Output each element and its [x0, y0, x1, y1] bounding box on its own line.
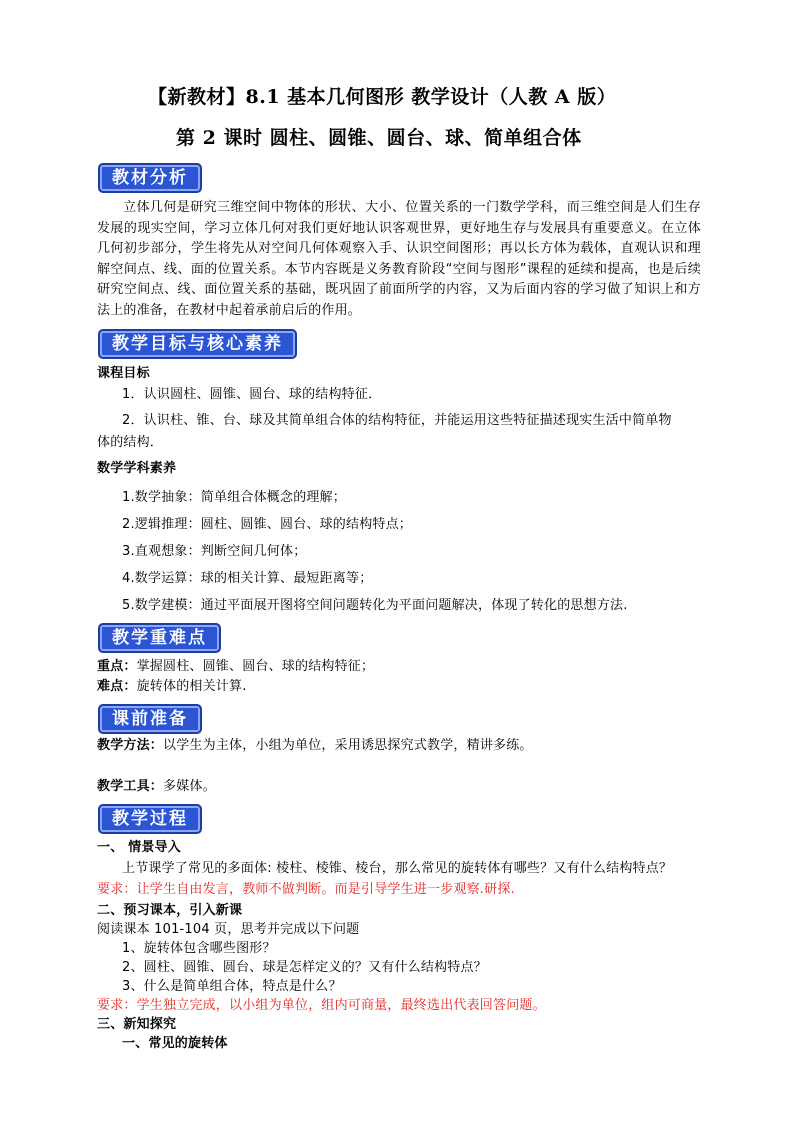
process-question-3: 3、什么是简单组合体，特点是什么？: [122, 979, 342, 994]
section-header-keypoints: 教学重难点: [98, 623, 221, 653]
literacy-item-4: 4.数学运算：球的相关计算、最短距离等；: [122, 571, 373, 586]
teaching-tools-line: [97, 776, 216, 797]
analysis-paragraph: 立体几何是研究三维空间中物体的形状、大小、位置关系的一门数学学科，而三维空间是人们生存发展的现实空间，学习立体几何对我们更好地认识客观世界，更好地生存与发展具有重要意义。在立体几何初步部分，学生将先从对空间几何体观察入手、认识空间图形；再以长方体为载体，直观认识和理解空间点、线、面的位置关系。本节内容既是义务教育阶段“空间与图形”课程的延续和提高，也是后续研究空间点、线、面位置关系的基础，既巩固了前面所学的内容，又为后面内容的学习做了知识上和方法上的准备，在教材中起着承前启后的作用。: [97, 200, 701, 318]
process-question-1: 1、旋转体包含哪些图形？: [122, 941, 276, 956]
lesson-title: 第 2 课时 圆柱、圆锥、圆台、球、简单组合体: [176, 127, 582, 149]
literacy-heading: 数学学科素养: [97, 461, 177, 476]
section-header-prep: 课前准备: [98, 704, 202, 734]
course-goal-2-line2: 体的结构．: [97, 435, 164, 450]
focus-text: 掌握圆柱、圆锥、圆台、球的结构特征；: [136, 659, 375, 674]
literacy-item-2: 2.逻辑推理：圆柱、圆锥、圆台、球的结构特点；: [122, 517, 413, 532]
document-title: 【新教材】8.1 基本几何图形 教学设计（人教 A 版）: [148, 86, 617, 108]
difficulty-label: 难点：: [97, 679, 137, 694]
teaching-method-line: [97, 735, 533, 756]
teaching-tools-label: 教学工具：: [97, 779, 164, 794]
literacy-item-1: 1.数学抽象：简单组合体概念的理解；: [122, 490, 347, 505]
process-step-2-intro: 阅读课本 101-104 页，思考并完成以下问题: [97, 922, 360, 937]
process-step-3-subheading: 一、常见的旋转体: [122, 1036, 228, 1051]
difficulty-text: 旋转体的相关计算.: [136, 679, 247, 694]
focus-label: 重点：: [97, 659, 137, 674]
course-goals-heading: 课程目标: [97, 366, 150, 381]
literacy-item-3: 3.直观想象：判断空间几何体；: [122, 544, 307, 559]
teaching-method-label: 教学方法：: [97, 738, 164, 753]
process-step-1-heading: 一、 情景导入: [97, 840, 181, 855]
focus-line: [97, 656, 374, 677]
difficulty-line: [97, 676, 247, 697]
process-step-3-heading: 三、新知探究: [97, 1017, 177, 1032]
process-step-2-heading: 二、预习课本，引入新课: [97, 903, 243, 918]
literacy-item-5: 5.数学建模：通过平面展开图将空间问题转化为平面问题解决，体现了转化的思想方法.: [122, 598, 628, 613]
section-header-process: 教学过程: [98, 804, 202, 834]
process-step-2-requirement: 要求：学生独立完成，以小组为单位，组内可商量，最终选出代表回答问题。: [97, 998, 546, 1013]
section-header-analysis: 教材分析: [98, 163, 202, 193]
course-goal-2-line1: 2．认识柱、锥、台、球及其简单组合体的结构特征，并能运用这些特征描述现实生活中简单物: [122, 413, 672, 428]
course-goal-1: 1．认识圆柱、圆锥、圆台、球的结构特征．: [122, 387, 382, 402]
process-step-1-text: 上节课学了常见的多面体: 棱柱、棱锥、棱台，那么常见的旋转体有哪些？又有什么结构特点？: [122, 861, 673, 876]
process-step-1-requirement: 要求：让学生自由发言，教师不做判断。而是引导学生进一步观察.研探.: [97, 882, 515, 897]
process-question-2: 2、圆柱、圆锥、圆台、球是怎样定义的？又有什么结构特点？: [122, 960, 487, 975]
section-header-goals: 教学目标与核心素养: [98, 329, 297, 359]
teaching-method-text: 以学生为主体，小组为单位，采用诱思探究式教学，精讲多练。: [163, 738, 533, 753]
teaching-tools-text: 多媒体。: [163, 779, 216, 794]
